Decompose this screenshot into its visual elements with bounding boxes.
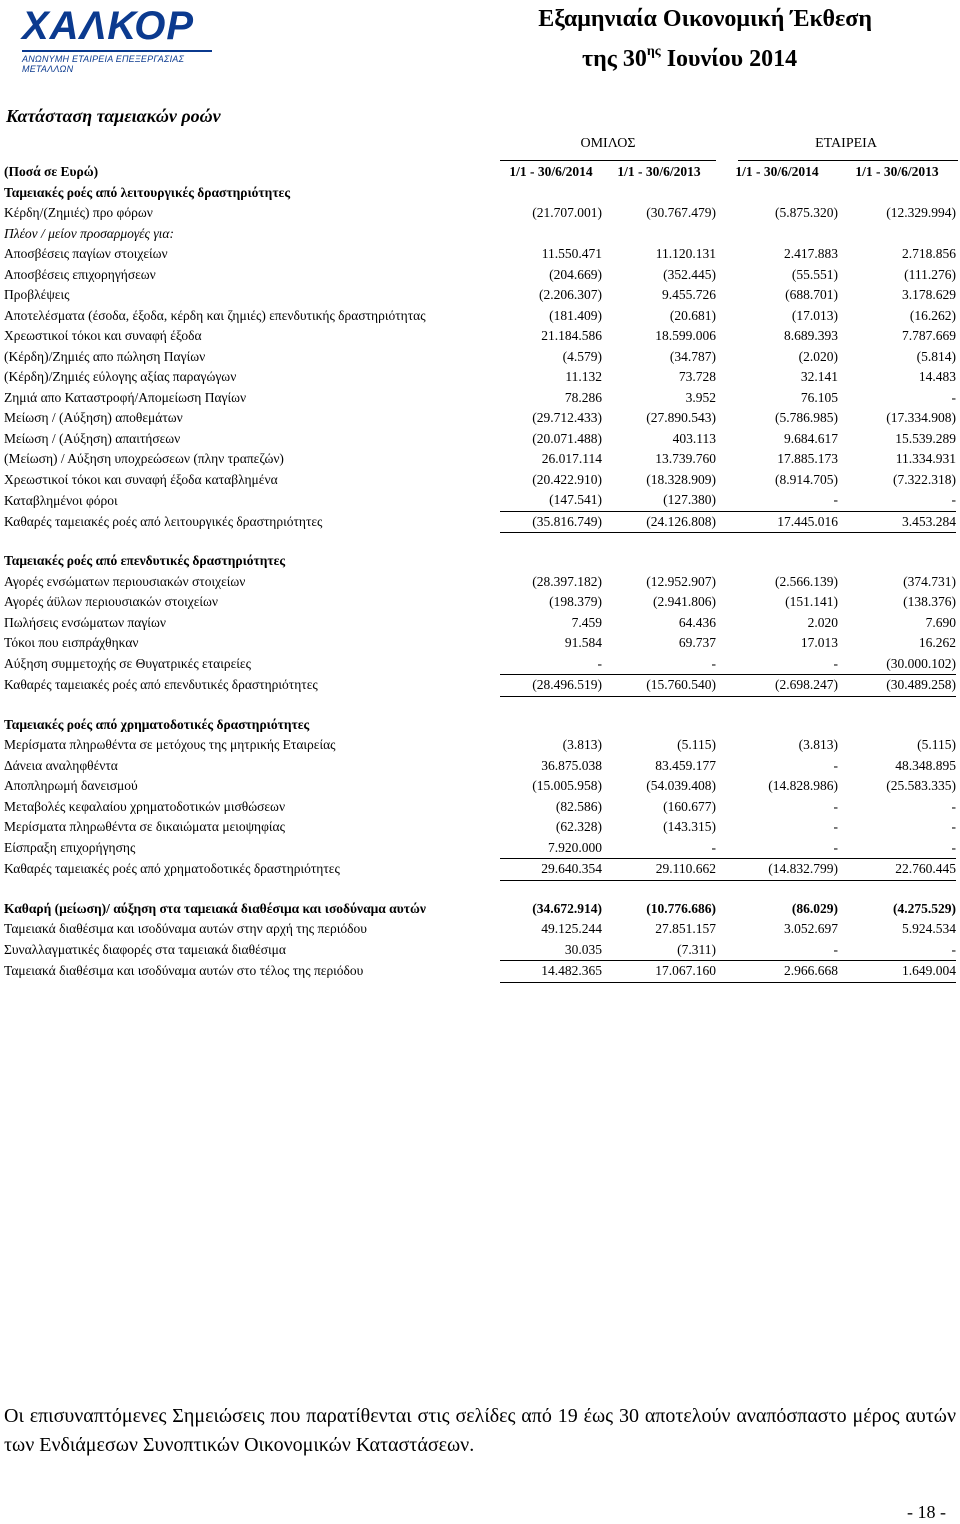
table-row xyxy=(4,838,956,859)
value-cell: 2.966.668 xyxy=(716,961,838,983)
value-cell: - xyxy=(951,819,956,835)
row-label: Μερίσματα πληρωθέντα σε μετόχους της μητρικής Εταιρείας xyxy=(4,737,336,753)
row-label: Αποσβέσεις επιχορηγήσεων xyxy=(4,266,156,282)
table-row xyxy=(4,940,956,961)
value-cell: - xyxy=(711,655,716,671)
value-cell xyxy=(838,880,956,899)
row-label: Καθαρές ταμειακές ροές από λειτουργικές δραστηριότητες xyxy=(4,513,323,529)
value-cell: (35.816.749) xyxy=(500,511,602,533)
value-cell: (127.380) xyxy=(663,492,716,508)
value-cell: (5.814) xyxy=(916,348,956,364)
value-cell xyxy=(838,696,956,715)
group-header-company: ΕΤΑΙΡΕΙΑ xyxy=(815,136,877,151)
group-rule-company xyxy=(738,160,958,161)
value-cell xyxy=(500,880,602,899)
value-cell xyxy=(602,224,716,245)
value-cell: (7.322.318) xyxy=(893,471,956,487)
row-label: Χρεωστικοί τόκοι και συναφή έξοδα καταβλημένα xyxy=(4,471,278,487)
value-cell: - xyxy=(833,757,838,773)
table-row xyxy=(4,817,956,838)
table-row xyxy=(4,470,956,491)
row-label: Προβλέψεις xyxy=(4,287,70,303)
value-cell: - xyxy=(951,941,956,957)
value-cell: (2.020) xyxy=(798,348,838,364)
table-row xyxy=(4,735,956,756)
value-cell xyxy=(500,183,602,204)
value-cell xyxy=(716,183,838,204)
value-cell: 73.728 xyxy=(678,369,716,385)
value-cell: (21.707.001) xyxy=(532,205,602,221)
row-label: (Κέρδη)/Ζημιές απο πώληση Παγίων xyxy=(4,348,206,364)
row-label: Ζημιά απο Καταστροφή/Απομείωση Παγίων xyxy=(4,389,247,405)
value-cell: 15.539.289 xyxy=(895,430,956,446)
row-label: Μείωση / (Αύξηση) απαιτήσεων xyxy=(4,430,181,446)
report-title: Εξαμηνιαία Οικονομική Έκθεση xyxy=(538,6,872,32)
page-number: - 18 - xyxy=(907,1502,946,1522)
value-cell xyxy=(716,880,838,899)
row-label: Χρεωστικοί τόκοι και συναφή έξοδα xyxy=(4,328,202,344)
value-cell: 16.262 xyxy=(918,635,956,651)
value-cell: 26.017.114 xyxy=(541,451,602,467)
value-cell: (14.832.799) xyxy=(716,859,838,881)
value-cell xyxy=(602,696,716,715)
value-cell: 3.952 xyxy=(685,389,716,405)
logo-word: ΧΑΛΚΟΡ xyxy=(22,4,195,48)
value-cell: (151.141) xyxy=(785,594,838,610)
value-cell: (28.397.182) xyxy=(532,573,602,589)
value-cell: - xyxy=(951,492,956,508)
value-cell: (3.813) xyxy=(798,737,838,753)
value-cell: 11.132 xyxy=(565,369,602,385)
table-row xyxy=(4,183,956,204)
row-label xyxy=(4,696,500,715)
table-row xyxy=(4,306,956,327)
value-cell: (4.579) xyxy=(562,348,602,364)
value-cell: 91.584 xyxy=(564,635,602,651)
row-label: Αποπληρωμή δανεισμού xyxy=(4,778,138,794)
table-row xyxy=(4,961,956,983)
value-cell xyxy=(500,224,602,245)
value-cell xyxy=(716,715,838,736)
value-cell: 17.067.160 xyxy=(602,961,716,983)
value-cell: - xyxy=(833,655,838,671)
value-cell: (18.328.909) xyxy=(646,471,716,487)
value-cell: 48.348.895 xyxy=(895,757,956,773)
row-label: Καταβλημένοι φόροι xyxy=(4,492,118,508)
value-cell: 18.599.006 xyxy=(655,328,716,344)
row-label: Μερίσματα πληρωθέντα σε δικαιώματα μειοψηφίας xyxy=(4,819,285,835)
value-cell: (5.786.985) xyxy=(775,410,838,426)
row-label: (Κέρδη)/Ζημιές εύλογης αξίας παραγώγων xyxy=(4,369,237,385)
table-row xyxy=(4,367,956,388)
value-cell: 7.920.000 xyxy=(548,839,602,855)
value-cell: 83.459.177 xyxy=(655,757,716,773)
table-row xyxy=(4,572,956,593)
value-cell xyxy=(838,715,956,736)
value-cell xyxy=(602,715,716,736)
value-cell: 30.035 xyxy=(564,941,602,957)
cash-flow-table xyxy=(4,162,956,983)
value-cell xyxy=(716,696,838,715)
cash-flow-body xyxy=(4,162,956,982)
value-cell: - xyxy=(833,492,838,508)
value-cell xyxy=(602,183,716,204)
value-cell: 1/1 - 30/6/2013 xyxy=(617,164,701,180)
row-label: Αποσβέσεις παγίων στοιχείων xyxy=(4,246,168,262)
value-cell: (3.813) xyxy=(562,737,602,753)
row-label: Ταμειακά διαθέσιμα και ισοδύναμα αυτών στο τέλος της περιόδου xyxy=(4,963,364,979)
row-label: Πωλήσεις ενσώματων παγίων xyxy=(4,614,166,630)
table-row xyxy=(4,696,956,715)
row-label xyxy=(4,533,500,552)
row-label: Ταμειακές ροές από επενδυτικές δραστηριότητες xyxy=(4,553,286,569)
table-row xyxy=(4,592,956,613)
value-cell: 17.445.016 xyxy=(716,511,838,533)
value-cell: 29.640.354 xyxy=(500,859,602,881)
table-row xyxy=(4,224,956,245)
value-cell: (181.409) xyxy=(549,307,602,323)
value-cell: (7.311) xyxy=(677,941,716,957)
report-date-sup: ης xyxy=(646,44,661,59)
value-cell: 2.718.856 xyxy=(902,246,956,262)
value-cell: (374.731) xyxy=(903,573,956,589)
value-cell: 1.649.004 xyxy=(838,961,956,983)
value-cell: (27.890.543) xyxy=(646,410,716,426)
value-cell: (688.701) xyxy=(785,287,838,303)
table-row xyxy=(4,776,956,797)
value-cell: 64.436 xyxy=(678,614,716,630)
value-cell: - xyxy=(833,941,838,957)
value-cell: (86.029) xyxy=(791,900,838,916)
table-row xyxy=(4,449,956,470)
value-cell: (34.787) xyxy=(669,348,716,364)
value-cell: 1/1 - 30/6/2013 xyxy=(855,164,939,180)
value-cell: (16.262) xyxy=(909,307,956,323)
value-cell: (8.914.705) xyxy=(775,471,838,487)
table-row xyxy=(4,285,956,306)
value-cell: (12.952.907) xyxy=(646,573,716,589)
table-row xyxy=(4,347,956,368)
value-cell: (30.767.479) xyxy=(646,205,716,221)
logo-rule xyxy=(22,50,212,52)
report-date xyxy=(582,44,797,73)
table-row xyxy=(4,880,956,899)
value-cell: (20.071.488) xyxy=(532,430,602,446)
value-cell: (55.551) xyxy=(791,266,838,282)
row-label: (Ποσά σε Ευρώ) xyxy=(4,164,99,180)
value-cell: - xyxy=(833,839,838,855)
value-cell: (143.315) xyxy=(663,819,716,835)
value-cell: 8.689.393 xyxy=(784,328,838,344)
value-cell: 11.334.931 xyxy=(895,451,956,467)
value-cell: 76.105 xyxy=(800,389,838,405)
value-cell: 22.760.445 xyxy=(838,859,956,881)
value-cell: 3.453.284 xyxy=(838,511,956,533)
value-cell xyxy=(602,551,716,572)
value-cell: 69.737 xyxy=(678,635,716,651)
value-cell: (20.422.910) xyxy=(532,471,602,487)
row-label: Είσπραξη επιχορήγησης xyxy=(4,840,136,855)
value-cell xyxy=(500,533,602,552)
report-date-prefix: της 30 xyxy=(582,46,647,72)
value-cell xyxy=(500,715,602,736)
value-cell xyxy=(716,551,838,572)
value-cell: 9.684.617 xyxy=(784,430,838,446)
table-row xyxy=(4,919,956,940)
value-cell: 29.110.662 xyxy=(602,859,716,881)
value-cell: 36.875.038 xyxy=(541,757,602,773)
value-cell: (138.376) xyxy=(903,594,956,610)
report-date-suffix: Ιουνίου 2014 xyxy=(666,46,798,72)
value-cell: (62.328) xyxy=(555,819,602,835)
table-row xyxy=(4,511,956,533)
table-row xyxy=(4,633,956,654)
value-cell: (2.566.139) xyxy=(775,573,838,589)
value-cell: 1/1 - 30/6/2014 xyxy=(735,164,819,180)
row-label: Μεταβολές κεφαλαίου χρηματοδοτικών μισθώσεων xyxy=(4,798,286,814)
value-cell: (17.334.908) xyxy=(886,410,956,426)
value-cell: (147.541) xyxy=(549,492,602,508)
row-label: Δάνεια αναληφθέντα xyxy=(4,757,118,773)
table-row xyxy=(4,654,956,675)
value-cell: 403.113 xyxy=(672,430,716,446)
value-cell: 7.690 xyxy=(925,614,956,630)
value-cell: (14.828.986) xyxy=(768,778,838,794)
value-cell xyxy=(838,551,956,572)
row-label: Συναλλαγματικές διαφορές στα ταμειακά διαθέσιμα xyxy=(4,942,286,957)
table-row xyxy=(4,408,956,429)
value-cell: 14.483 xyxy=(918,369,956,385)
value-cell: (15.760.540) xyxy=(602,675,716,697)
value-cell: 9.455.726 xyxy=(662,287,716,303)
value-cell xyxy=(602,880,716,899)
value-cell: (30.000.102) xyxy=(886,655,956,671)
value-cell: 13.739.760 xyxy=(655,451,716,467)
value-cell: (15.005.958) xyxy=(532,778,602,794)
section-title: Κατάσταση ταμειακών ροών xyxy=(6,106,221,126)
value-cell: (2.941.806) xyxy=(653,594,716,610)
table-row xyxy=(4,899,956,920)
value-cell: 7.459 xyxy=(571,614,602,630)
value-cell: 78.286 xyxy=(564,389,602,405)
row-label: Καθαρή (μείωση)/ αύξηση στα ταμειακά διαθέσιμα και ισοδύναμα αυτών xyxy=(4,900,426,916)
value-cell: (29.712.433) xyxy=(532,410,602,426)
value-cell: (24.126.808) xyxy=(602,511,716,533)
row-label: Αγορές άϋλων περιουσιακών στοιχείων xyxy=(4,594,219,610)
table-row xyxy=(4,797,956,818)
value-cell: 2.417.883 xyxy=(784,246,838,262)
row-label: Ταμειακές ροές από χρηματοδοτικές δραστηριότητες xyxy=(4,716,310,732)
table-row xyxy=(4,429,956,450)
row-label xyxy=(4,880,500,899)
value-cell: 5.924.534 xyxy=(902,921,956,937)
logo-subtitle: ΑΝΩΝΥΜΗ ΕΤΑΙΡΕΙΑ ΕΠΕΞΕΡΓΑΣΙΑΣ ΜΕΤΑΛΛΩΝ xyxy=(22,54,185,74)
value-cell: (28.496.519) xyxy=(500,675,602,697)
value-cell: (5.115) xyxy=(917,737,956,753)
value-cell: 3.178.629 xyxy=(902,287,956,303)
value-cell xyxy=(716,224,838,245)
row-label: Αγορές ενσώματων περιουσιακών στοιχείων xyxy=(4,573,246,589)
value-cell: (34.672.914) xyxy=(532,900,602,916)
row-label: Καθαρές ταμειακές ροές από χρηματοδοτικές δραστηριότητες xyxy=(4,861,340,877)
value-cell: (12.329.994) xyxy=(886,205,956,221)
value-cell: - xyxy=(951,839,956,855)
row-label: Καθαρές ταμειακές ροές από επενδυτικές δραστηριότητες xyxy=(4,677,318,693)
value-cell: 1/1 - 30/6/2014 xyxy=(509,164,593,180)
value-cell: (160.677) xyxy=(663,798,716,814)
value-cell xyxy=(838,224,956,245)
value-cell xyxy=(500,696,602,715)
value-cell: (2.698.247) xyxy=(716,675,838,697)
row-label: Ταμειακά διαθέσιμα και ισοδύναμα αυτών στην αρχή της περιόδου xyxy=(4,921,367,937)
value-cell: (5.875.320) xyxy=(775,205,838,221)
value-cell: - xyxy=(711,839,716,855)
value-cell: - xyxy=(597,655,602,671)
row-label: Αύξηση συμμετοχής σε Θυγατρικές εταιρείες xyxy=(4,656,251,671)
table-row xyxy=(4,551,956,572)
value-cell: (198.379) xyxy=(549,594,602,610)
value-cell xyxy=(602,533,716,552)
row-label: Τόκοι που εισπράχθηκαν xyxy=(4,635,139,651)
value-cell: (54.039.408) xyxy=(646,778,716,794)
value-cell: 49.125.244 xyxy=(541,921,602,937)
value-cell: 27.851.157 xyxy=(655,921,716,937)
row-label: (Μείωση) / Αύξηση υποχρεώσεων (πλην τραπεζών) xyxy=(4,451,284,467)
row-label: Αποτελέσματα (έσοδα, έξοδα, κέρδη και ζημιές) επενδυτικής δραστηριότητας xyxy=(4,307,426,323)
value-cell: (10.776.686) xyxy=(646,900,716,916)
value-cell: - xyxy=(951,389,956,405)
table-row xyxy=(4,533,956,552)
value-cell xyxy=(838,183,956,204)
value-cell: 14.482.365 xyxy=(500,961,602,983)
table-row xyxy=(4,675,956,697)
value-cell: 11.550.471 xyxy=(541,246,602,262)
company-logo xyxy=(22,4,222,74)
row-label: Πλέον / μείον προσαρμογές για: xyxy=(4,225,175,241)
value-cell: 2.020 xyxy=(807,614,838,630)
value-cell: (111.276) xyxy=(904,266,956,282)
table-row xyxy=(4,388,956,409)
table-row xyxy=(4,859,956,881)
value-cell xyxy=(838,533,956,552)
value-cell xyxy=(716,533,838,552)
table-row xyxy=(4,326,956,347)
value-cell: (20.681) xyxy=(669,307,716,323)
value-cell: (352.445) xyxy=(663,266,716,282)
value-cell: - xyxy=(951,798,956,814)
value-cell: 3.052.697 xyxy=(784,921,838,937)
row-label: Κέρδη/(Ζημιές) προ φόρων xyxy=(4,205,153,221)
value-cell: (204.669) xyxy=(549,266,602,282)
value-cell: (17.013) xyxy=(791,307,838,323)
table-row xyxy=(4,756,956,777)
value-cell: - xyxy=(833,798,838,814)
table-row xyxy=(4,203,956,224)
table-row xyxy=(4,162,956,183)
value-cell: - xyxy=(833,819,838,835)
table-row xyxy=(4,265,956,286)
value-cell: 32.141 xyxy=(800,369,838,385)
table-row xyxy=(4,613,956,634)
value-cell: (2.206.307) xyxy=(539,287,602,303)
value-cell: 11.120.131 xyxy=(655,246,716,262)
value-cell: 17.013 xyxy=(800,635,838,651)
group-header-omilos: ΟΜΙΛΟΣ xyxy=(580,136,636,151)
table-row xyxy=(4,715,956,736)
row-label: Ταμειακές ροές από λειτουργικές δραστηριότητες xyxy=(4,184,291,200)
footnote: Οι επισυναπτόμενες Σημειώσεις που παρατίθενται στις σελίδες από 19 έως 30 αποτελούν αναπόσπαστο μέρος αυτών των Ενδιάμεσων Συνοπτικών Οικονομικών Καταστάσεων. xyxy=(4,1405,956,1456)
table-row xyxy=(4,490,956,511)
value-cell: (82.586) xyxy=(555,798,602,814)
value-cell xyxy=(500,551,602,572)
value-cell: 7.787.669 xyxy=(902,328,956,344)
value-cell: 17.885.173 xyxy=(777,451,838,467)
value-cell: 21.184.586 xyxy=(541,328,602,344)
value-cell: (30.489.258) xyxy=(838,675,956,697)
value-cell: (25.583.335) xyxy=(886,778,956,794)
value-cell: (5.115) xyxy=(677,737,716,753)
group-rule-omilos xyxy=(500,160,716,161)
table-row xyxy=(4,244,956,265)
row-label: Μείωση / (Αύξηση) αποθεμάτων xyxy=(4,410,183,426)
value-cell: (4.275.529) xyxy=(893,900,956,916)
